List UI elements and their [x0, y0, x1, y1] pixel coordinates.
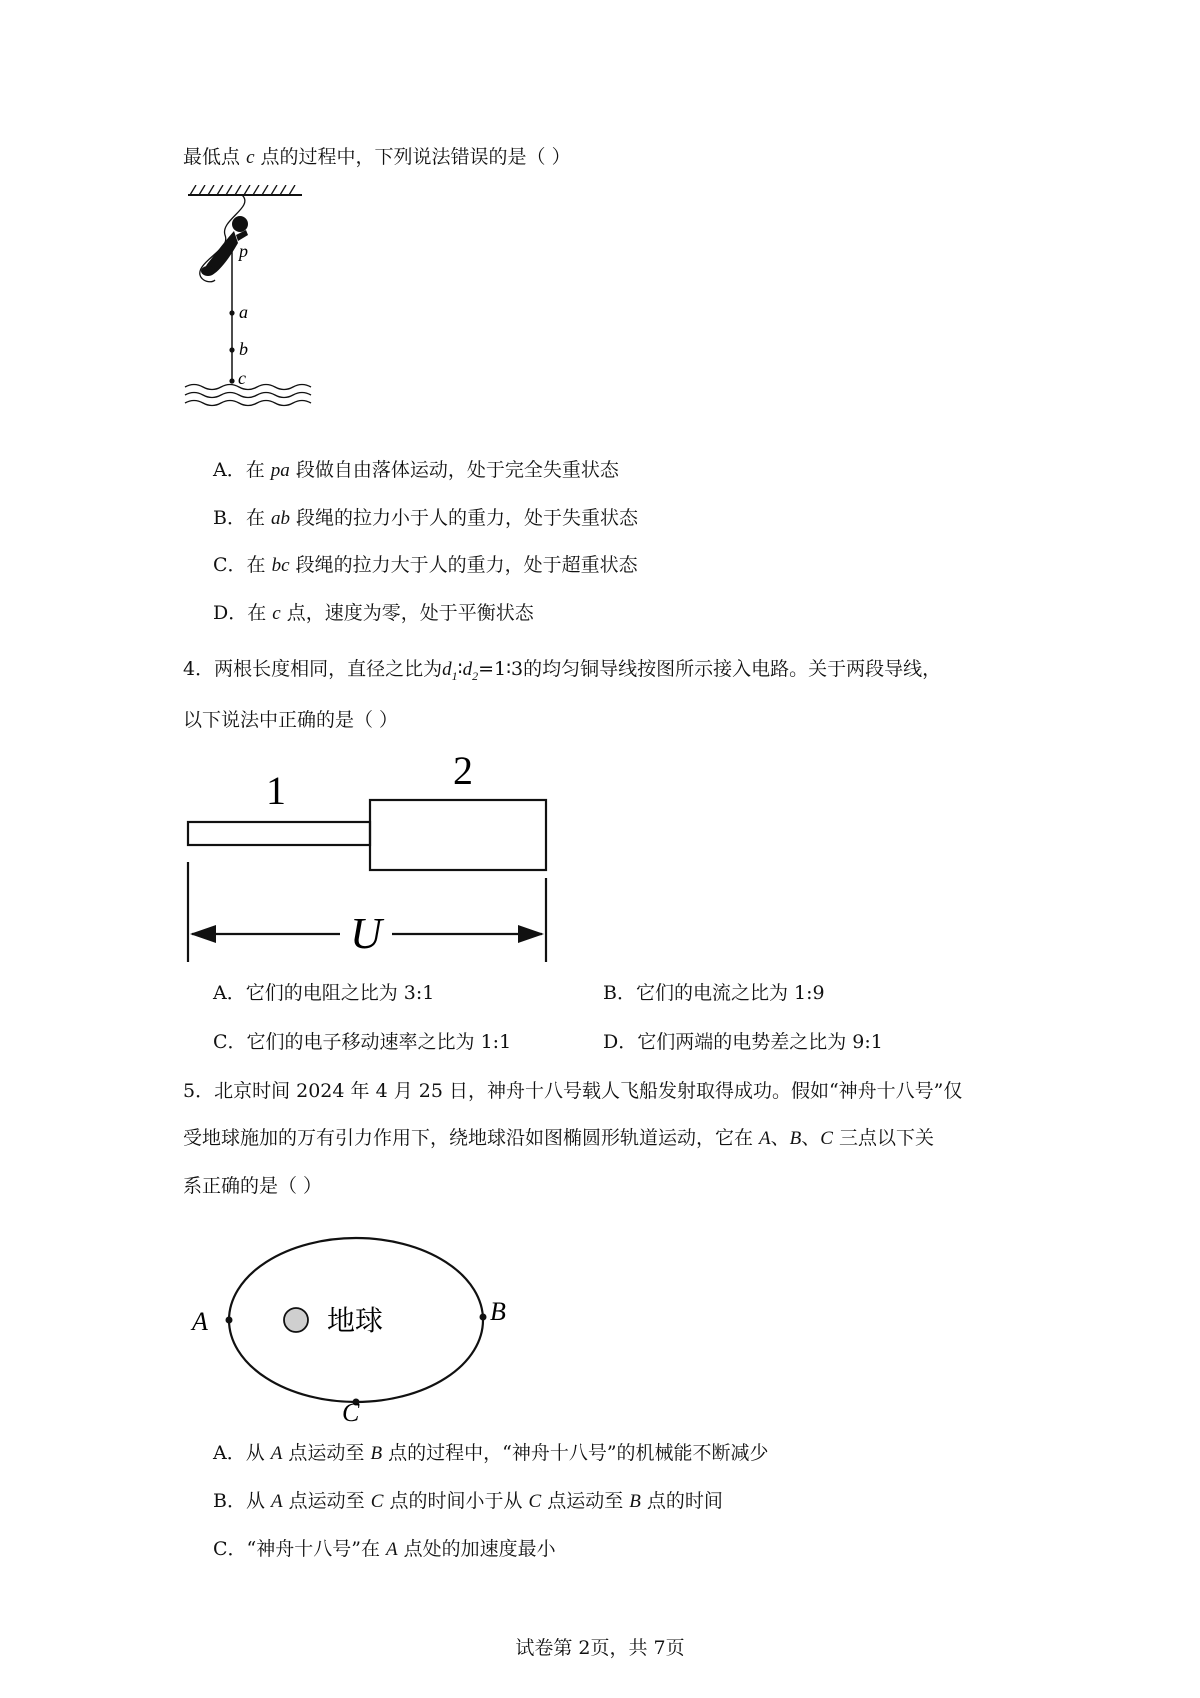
point-A [226, 1317, 233, 1324]
label-p: p [239, 241, 248, 261]
q5-option-c: C．“神舟十八号”在 A 点处的加速度最小 [213, 1538, 556, 1560]
ceiling-hatch [190, 185, 295, 195]
point-b [229, 347, 234, 352]
point-c [229, 378, 234, 383]
arrow-left-head [190, 925, 216, 943]
earth-label: 地球 [327, 1306, 384, 1337]
q3-stem-rest: 点的过程中，下列说法错误的是（ ） [260, 146, 571, 168]
earth-icon [284, 1308, 308, 1332]
two-wires-figure [180, 750, 560, 965]
q5-option-b: B．从 A 点运动至 C 点的时间小于从 C 点运动至 B 点的时间 [213, 1490, 723, 1512]
label-A: A [192, 1307, 208, 1336]
q3-option-c: C．在 bc 段绳的拉力大于人的重力，处于超重状态 [213, 554, 638, 576]
formula-d2: $d_2$ [462, 659, 479, 683]
q3-option-b: B．在 ab 段绳的拉力小于人的重力，处于失重状态 [213, 507, 639, 529]
q3-stem [183, 144, 571, 171]
page-footer: 试卷第 2页，共 7页 [515, 1637, 685, 1659]
arrow-right-head [518, 925, 544, 943]
wire-2 [370, 800, 546, 870]
q4-option-c: C．它们的电子移动速率之比为 1:1 [213, 1031, 512, 1053]
wire-1 [188, 822, 370, 845]
label-b: b [239, 339, 248, 359]
wire-1-label: 1 [266, 768, 286, 813]
q4-option-d: D．它们两端的电势差之比为 9:1 [603, 1031, 883, 1053]
q3-stem-point-c: c [246, 147, 255, 168]
voltage-label: U [350, 909, 382, 958]
label-B: B [490, 1297, 506, 1326]
orbit-figure [180, 1222, 530, 1422]
point-a [229, 310, 234, 315]
bungee-jump-figure [180, 185, 330, 445]
formula-d1: $d_1$ [442, 659, 458, 683]
label-C: C [342, 1398, 360, 1422]
water-waves [185, 385, 311, 406]
label-c: c [238, 368, 246, 388]
q5-stem-line3: 系正确的是（ ） [183, 1175, 323, 1197]
q5-stem-line1: 5．北京时间 2024 年 4 月 25 日，神舟十八号载人飞船发射取得成功。假如“神舟十八号”仅 [183, 1080, 963, 1102]
wire-2-label: 2 [453, 750, 473, 793]
label-a: a [239, 302, 248, 322]
q4-stem-line1: 4．两根长度相同，直径之比为$d_1∶d_2=1∶3$的均匀铜导线按图所示接入电路。关于两段导线， [183, 658, 942, 683]
point-B [480, 1314, 487, 1321]
q4-stem-line2: 以下说法中正确的是（ ） [183, 709, 399, 731]
q5-stem-line2: 受地球施加的万有引力作用下，绕地球沿如图椭圆形轨道运动，它在 A、B、C 三点以下关 [183, 1127, 935, 1149]
q3-option-a: A．在 pa 段做自由落体运动，处于完全失重状态 [213, 459, 619, 481]
q5-option-a: A．从 A 点运动至 B 点的过程中，“神舟十八号”的机械能不断减少 [213, 1442, 769, 1464]
q4-option-a: A．它们的电阻之比为 3:1 [213, 982, 435, 1004]
q3-option-d: D．在 c 点，速度为零，处于平衡状态 [213, 602, 534, 624]
q3-stem-text: 最低点 [183, 146, 241, 168]
q4-option-b: B．它们的电流之比为 1:9 [603, 982, 825, 1004]
